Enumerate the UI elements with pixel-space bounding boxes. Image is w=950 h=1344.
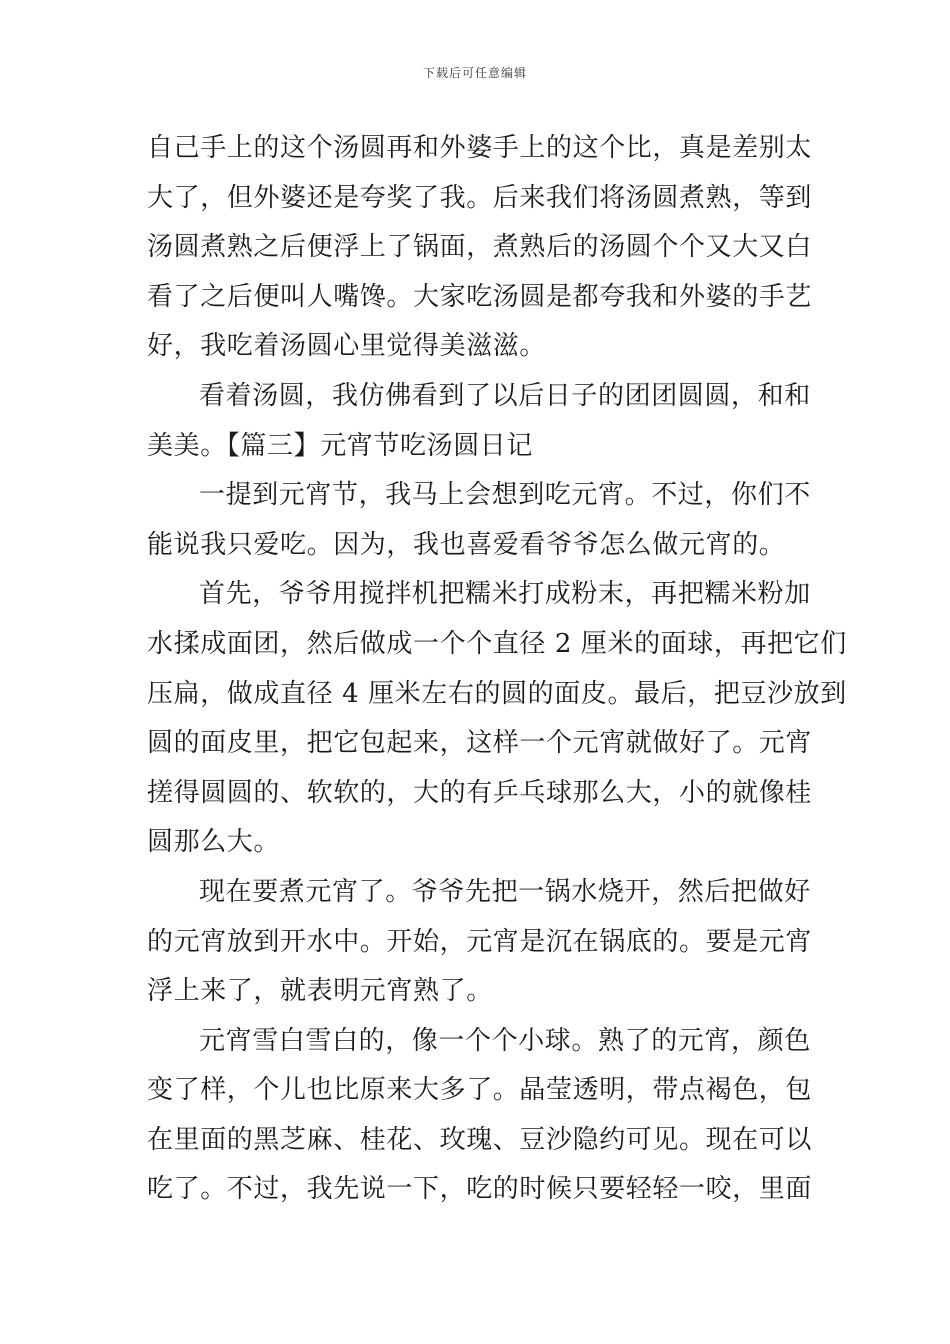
text-line: 压扁，做成直径 4 厘米左右的圆的面皮。最后，把豆沙放到 [147, 678, 847, 709]
text-line: 在里面的黑芝麻、桂花、玫瑰、豆沙隐约可见。现在可以 [147, 1124, 813, 1155]
paragraph-start-line: 现在要煮元宵了。爷爷先把一锅水烧开，然后把做好 [199, 876, 811, 907]
paragraph-start-line: 元宵雪白雪白的，像一个个小球。熟了的元宵，颜色 [199, 1025, 811, 1056]
paragraph-start-line: 首先，爷爷用搅拌机把糯米打成粉末，再把糯米粉加 [199, 579, 811, 610]
text-line: 能说我只爱吃。因为，我也喜爱看爷爷怎么做元宵的。 [147, 529, 786, 560]
text-line: 大了，但外婆还是夸奖了我。后来我们将汤圆煮熟，等到 [147, 182, 813, 213]
document-body [147, 124, 847, 1215]
text-line: 看了之后便叫人嘴馋。大家吃汤圆是都夸我和外婆的手艺 [147, 281, 813, 312]
text-line: 自己手上的这个汤圆再和外婆手上的这个比，真是差别太 [147, 133, 813, 163]
text-line: 搓得圆圆的、软软的，大的有乒乓球那么大，小的就像桂 [147, 777, 813, 808]
text-line: 汤圆煮熟之后便浮上了锅面，煮熟后的汤圆个个又大又白 [147, 232, 813, 263]
text-line: 的元宵放到开水中。开始，元宵是沉在锅底的。要是元宵 [147, 926, 813, 957]
text-line: 圆的面皮里，把它包起来，这样一个元宵就做好了。元宵 [147, 728, 813, 759]
text-line: 美美。【篇三】元宵节吃汤圆日记 [147, 430, 534, 461]
paragraph-start-line: 一提到元宵节，我马上会想到吃元宵。不过，你们不 [199, 480, 811, 511]
page-header-note: 下载后可任意编辑 [422, 66, 527, 80]
text-line: 变了样，个儿也比原来大多了。晶莹透明，带点褐色，包 [147, 1075, 813, 1106]
paragraph-start-line: 看着汤圆，我仿佛看到了以后日子的团团圆圆，和和 [199, 380, 811, 411]
text-line: 浮上来了，就表明元宵熟了。 [147, 976, 493, 1007]
text-line: 好，我吃着汤圆心里觉得美滋滋。 [147, 331, 547, 362]
text-line: 吃了。不过，我先说一下，吃的时候只要轻轻一咬，里面 [147, 1174, 813, 1205]
text-line: 圆那么大。 [147, 827, 281, 858]
text-line: 水揉成面团，然后做成一个个直径 2 厘米的面球，再把它们 [147, 628, 847, 659]
